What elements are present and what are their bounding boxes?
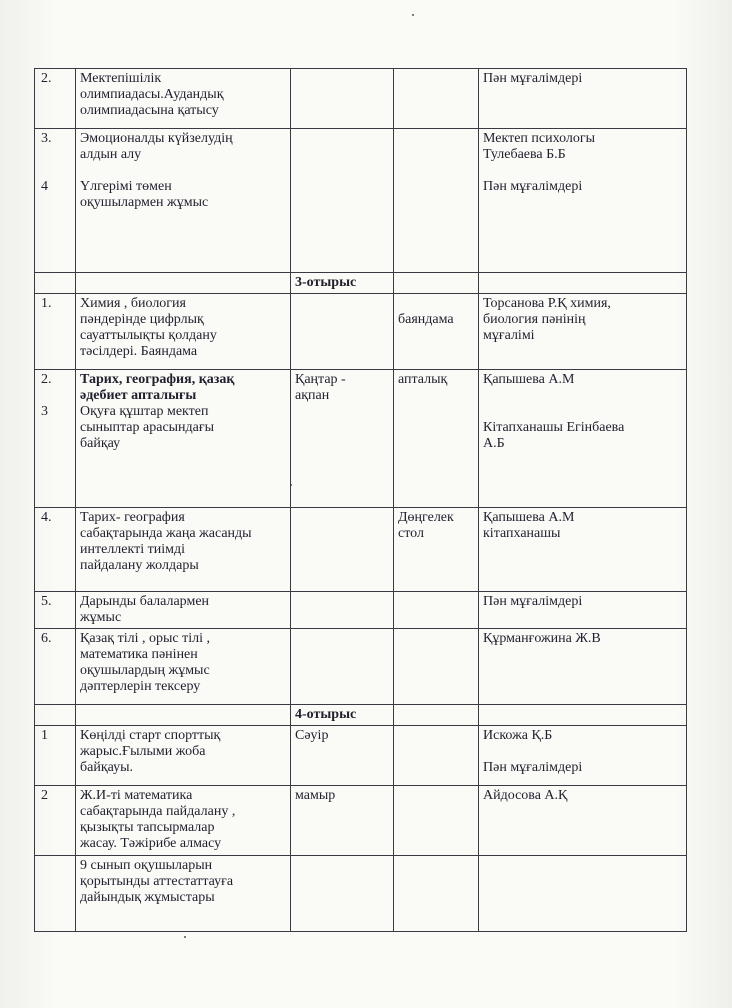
scan-speck xyxy=(412,14,414,16)
event-date xyxy=(291,629,394,705)
event-form xyxy=(394,592,479,629)
event-date: мамыр xyxy=(291,786,394,856)
row-number: 2. 3 xyxy=(35,370,76,508)
table-row xyxy=(35,370,687,508)
responsible: Искожа Қ.Б Пән мұғалімдері xyxy=(479,726,687,786)
responsible: Құрманғожина Ж.В xyxy=(479,629,687,705)
row-number: 2 xyxy=(35,786,76,856)
responsible: Торсанова Р.Қ химия, биология пәнінің мұғалімі xyxy=(479,294,687,370)
event-title: Эмоционалды күйзелудің алдын алу Үлгерімі төмен оқушылармен жұмыс xyxy=(76,129,291,273)
responsible xyxy=(479,856,687,932)
event-date: Сәуір xyxy=(291,726,394,786)
table-row xyxy=(35,786,687,856)
event-form: апталық xyxy=(394,370,479,508)
section-title: 4-отырыс xyxy=(291,705,394,726)
event-form xyxy=(394,786,479,856)
scan-speck xyxy=(184,936,186,938)
event-title: 9 сынып оқушыларын қорытынды аттестаттауға дайындық жұмыстары xyxy=(76,856,291,932)
responsible: Пән мұғалімдері xyxy=(479,592,687,629)
event-form: баяндама xyxy=(394,294,479,370)
event-title: Химия , биология пәндерінде цифрлық сауаттылықты қолдану тәсілдері. Баяндама xyxy=(76,294,291,370)
responsible: Қапышева А.М кітапханашы xyxy=(479,508,687,592)
table-row xyxy=(35,592,687,629)
responsible: Пән мұғалімдері xyxy=(479,69,687,129)
work-plan-table xyxy=(34,68,687,932)
responsible: Айдосова А.Қ xyxy=(479,786,687,856)
row-number: 1. xyxy=(35,294,76,370)
event-date xyxy=(291,129,394,273)
row-number: 4. xyxy=(35,508,76,592)
row-number xyxy=(35,856,76,932)
event-form xyxy=(394,856,479,932)
event-date xyxy=(291,294,394,370)
row-number: 5. xyxy=(35,592,76,629)
row-number: 3. 4 xyxy=(35,129,76,273)
event-date xyxy=(291,592,394,629)
event-date xyxy=(291,856,394,932)
table-row xyxy=(35,508,687,592)
section-header-row xyxy=(35,273,687,294)
event-form xyxy=(394,629,479,705)
event-title: Көңілді старт спорттық жарыс.Ғылыми жоба байқауы. xyxy=(76,726,291,786)
event-date: Қаңтар - ақпан xyxy=(291,370,394,508)
row-number: 6. xyxy=(35,629,76,705)
row-number: 2. xyxy=(35,69,76,129)
event-form xyxy=(394,129,479,273)
responsible: Қапышева А.М Кітапханашы Егінбаева А.Б xyxy=(479,370,687,508)
table-row xyxy=(35,726,687,786)
event-title: Ж.И-ті математика сабақтарында пайдалану , қызықты тапсырмалар жасау. Тәжірибе алмасу xyxy=(76,786,291,856)
table-row xyxy=(35,856,687,932)
event-title: Дарынды балалармен жұмыс xyxy=(76,592,291,629)
table-row xyxy=(35,129,687,273)
event-title: Қазақ тілі , орыс тілі , математика пәнінен оқушылардың жұмыс дәптерлерін тексеру xyxy=(76,629,291,705)
event-title: Тарих- география сабақтарында жаңа жасанды интеллекті тиімді пайдалану жолдары xyxy=(76,508,291,592)
event-date xyxy=(291,69,394,129)
section-title: 3-отырыс xyxy=(291,273,394,294)
event-form xyxy=(394,69,479,129)
table-row xyxy=(35,69,687,129)
event-form xyxy=(394,726,479,786)
event-date xyxy=(291,508,394,592)
row-number: 1 xyxy=(35,726,76,786)
event-title: Тарих, география, қазақ әдебиет апталығы Оқуға құштар мектеп сыныптар арасындағы байқау xyxy=(76,370,291,508)
event-form: Дөңгелек стол xyxy=(394,508,479,592)
table-row xyxy=(35,294,687,370)
section-header-row xyxy=(35,705,687,726)
responsible: Мектеп психологы Тулебаева Б.Б Пән мұғалімдері xyxy=(479,129,687,273)
event-title: Мектепішілік олимпиадасы.Аудандық олимпиадасына қатысу xyxy=(76,69,291,129)
table-row xyxy=(35,629,687,705)
